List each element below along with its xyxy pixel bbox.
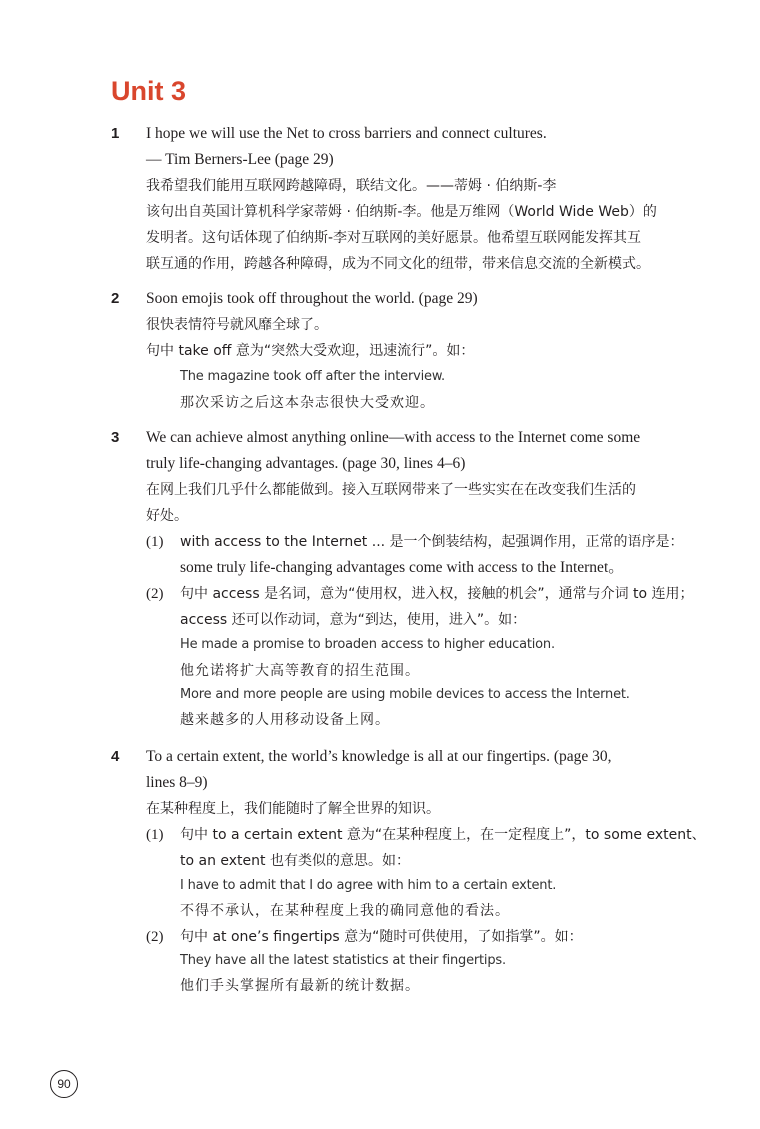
entry-sentence: lines 8–9) bbox=[146, 774, 208, 791]
entry-explanation-line: 联互通的作用，跨越各种障碍，成为不同文化的纽带，带来信息交流的全新模式。 bbox=[146, 256, 650, 272]
example-translation: 他们手头掌握所有最新的统计数据。 bbox=[180, 978, 420, 994]
example-sentence: More and more people are using mobile devices to access the Internet. bbox=[180, 687, 630, 702]
entry-sentence: truly life-changing advantages. (page 30, lines 4–6) bbox=[146, 455, 466, 472]
entry-explanation-line: 该句出自英国计算机科学家蒂姆 · 伯纳斯-李。他是万维网（World Wide Web）的 bbox=[146, 204, 657, 220]
example-sentence: He made a promise to broaden access to higher education. bbox=[180, 637, 555, 652]
example-translation: 越来越多的人用移动设备上网。 bbox=[180, 712, 390, 728]
entry-translation: 很快表情符号就风靡全球了。 bbox=[146, 317, 328, 333]
entry-translation: 我希望我们能用互联网跨越障碍，联结文化。——蒂姆 · 伯纳斯-李 bbox=[146, 178, 557, 194]
entry-sentence: Soon emojis took off throughout the world. (page 29) bbox=[146, 290, 478, 307]
sub-point-line: access 还可以作动词，意为“到达，使用，进入”。如： bbox=[180, 612, 527, 628]
sub-point-label: (2) bbox=[146, 586, 164, 602]
sub-point-label: (1) bbox=[146, 827, 164, 843]
entry-explanation-line: 句中 take off 意为“突然大受欢迎，迅速流行”。如： bbox=[146, 343, 475, 359]
example-sentence: I have to admit that I do agree with him to a certain extent. bbox=[180, 878, 557, 893]
sub-point-line: to an extent 也有类似的意思。如： bbox=[180, 853, 410, 869]
entry-number: 1 bbox=[111, 125, 120, 142]
example-sentence: The magazine took off after the interview. bbox=[180, 369, 445, 384]
sub-point-line: with access to the Internet ... 是一个倒装结构，起强调作用，正常的语序是： bbox=[180, 534, 684, 550]
sub-point-line: 句中 at one’s fingertips 意为“随时可供使用，了如指掌”。如： bbox=[180, 929, 583, 945]
sub-point-line: 句中 to a certain extent 意为“在某种程度上，在一定程度上”，to some extent、 bbox=[180, 827, 706, 843]
page-number: 90 bbox=[50, 1070, 78, 1098]
entry-sentence: To a certain extent, the world’s knowledge is all at our fingertips. (page 30, bbox=[146, 748, 612, 765]
entry-translation: 在某种程度上，我们能随时了解全世界的知识。 bbox=[146, 801, 440, 817]
entry-translation: 在网上我们几乎什么都能做到。接入互联网带来了一些实实在在改变我们生活的 bbox=[146, 482, 636, 498]
example-translation: 他允诺将扩大高等教育的招生范围。 bbox=[180, 663, 420, 679]
entry-number: 2 bbox=[111, 290, 120, 307]
entry-number: 4 bbox=[111, 748, 120, 765]
entry-translation: 好处。 bbox=[146, 508, 188, 524]
entry-quote: I hope we will use the Net to cross barriers and connect cultures. bbox=[146, 125, 547, 142]
entry-number: 3 bbox=[111, 429, 120, 446]
example-translation: 不得不承认，在某种程度上我的确同意他的看法。 bbox=[180, 903, 510, 919]
unit-title: Unit 3 bbox=[111, 76, 187, 106]
sub-point-line: some truly life-changing advantages come with access to the Internet。 bbox=[180, 559, 624, 576]
entry-explanation-line: 发明者。这句话体现了伯纳斯-李对互联网的美好愿景。他希望互联网能发挥其互 bbox=[146, 230, 642, 246]
entry-sentence: We can achieve almost anything online—with access to the Internet come some bbox=[146, 429, 641, 446]
sub-point-label: (1) bbox=[146, 534, 164, 550]
sub-point-line: 句中 access 是名词，意为“使用权，进入权，接触的机会”，通常与介词 to 连用； bbox=[180, 586, 694, 602]
example-translation: 那次采访之后这本杂志很快大受欢迎。 bbox=[180, 395, 435, 411]
sub-point-label: (2) bbox=[146, 929, 164, 945]
entry-source: — Tim Berners-Lee (page 29) bbox=[146, 151, 334, 168]
example-sentence: They have all the latest statistics at their fingertips. bbox=[180, 953, 506, 968]
